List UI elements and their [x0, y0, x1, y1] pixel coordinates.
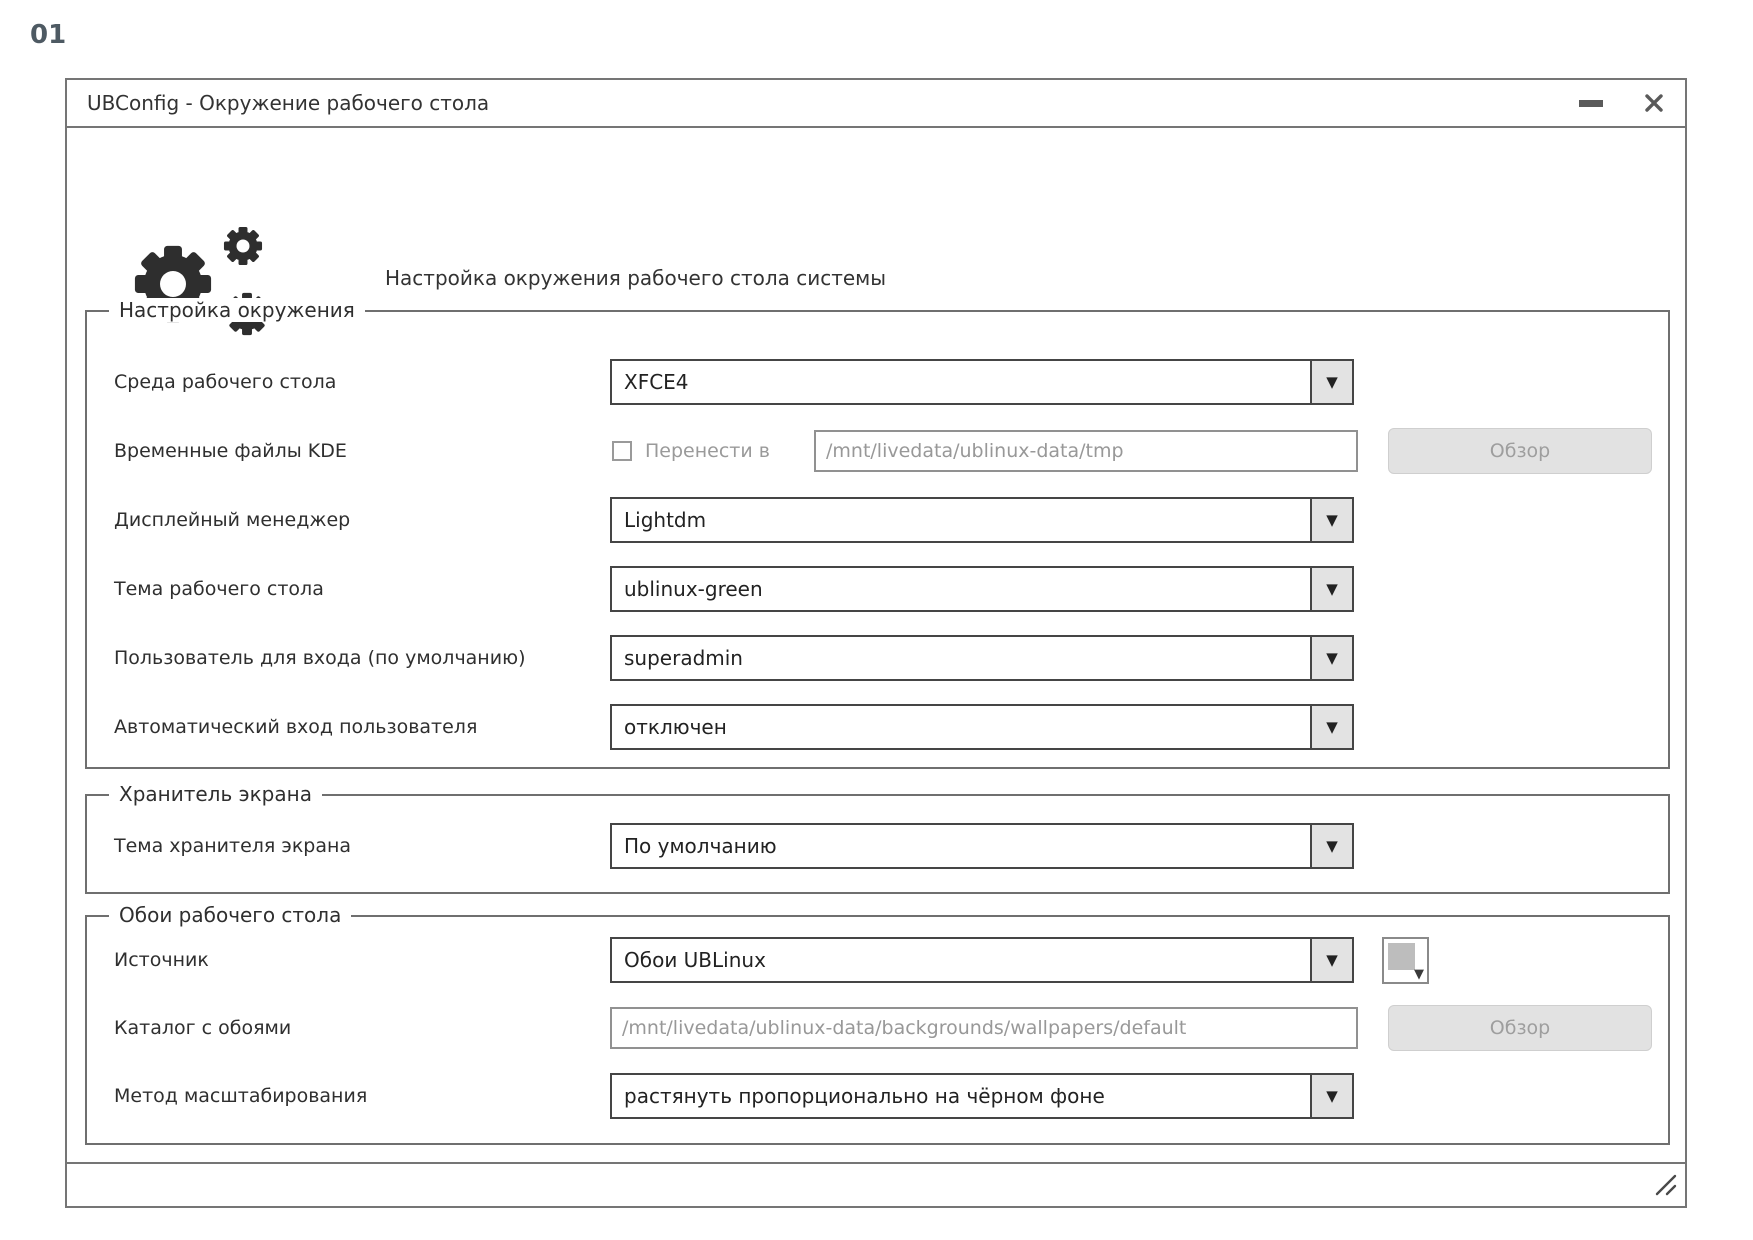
- color-swatch-picker-button[interactable]: [1382, 937, 1429, 984]
- auto-login-label: Автоматический вход пользователя: [114, 716, 478, 738]
- status-bar: [67, 1162, 1685, 1206]
- auto-login-select[interactable]: [610, 704, 1354, 750]
- ubconfig-window: [65, 78, 1687, 1208]
- window-title: UBConfig - Окружение рабочего стола: [87, 91, 490, 115]
- scaling-method-select[interactable]: [610, 1073, 1354, 1119]
- wallpaper-directory-input[interactable]: [610, 1007, 1358, 1049]
- screensaver-theme-value: По умолчанию: [624, 834, 777, 858]
- desktop-environment-label: Среда рабочего стола: [114, 371, 337, 393]
- chevron-down-icon[interactable]: ▼: [1310, 499, 1352, 541]
- group-wallpaper-legend: Обои рабочего стола: [109, 903, 351, 927]
- row-scaling-method: [67, 1073, 1685, 1119]
- figure-label: 01: [30, 20, 67, 50]
- wallpaper-source-select[interactable]: [610, 937, 1354, 983]
- minimize-icon[interactable]: [1579, 100, 1603, 107]
- desktop-environment-select[interactable]: [610, 359, 1354, 405]
- group-environment-legend: Настройка окружения: [109, 298, 365, 322]
- row-screensaver-theme: [67, 823, 1685, 869]
- login-user-label: Пользователь для входа (по умолчанию): [114, 647, 526, 669]
- move-to-checkbox[interactable]: [612, 441, 632, 461]
- row-wallpaper-source: [67, 937, 1685, 983]
- login-user-select[interactable]: [610, 635, 1354, 681]
- chevron-down-icon[interactable]: ▼: [1310, 939, 1352, 981]
- chevron-down-icon[interactable]: ▼: [1310, 568, 1352, 610]
- wallpaper-source-label: Источник: [114, 949, 209, 971]
- close-icon[interactable]: [1643, 92, 1665, 114]
- kde-temp-files-label: Временные файлы KDE: [114, 440, 347, 462]
- chevron-down-icon[interactable]: ▼: [1310, 637, 1352, 679]
- screensaver-theme-select[interactable]: [610, 823, 1354, 869]
- row-auto-login: [67, 704, 1685, 750]
- resize-grip-icon[interactable]: [1651, 1170, 1677, 1200]
- row-desktop-theme: [67, 566, 1685, 612]
- screensaver-theme-label: Тема хранителя экрана: [114, 835, 352, 857]
- row-desktop-environment: [67, 359, 1685, 405]
- row-wallpaper-directory: [67, 1005, 1685, 1051]
- chevron-down-icon[interactable]: ▼: [1310, 706, 1352, 748]
- chevron-down-icon[interactable]: ▼: [1310, 1075, 1352, 1117]
- chevron-down-icon: ▼: [1414, 967, 1424, 982]
- desktop-environment-value: XFCE4: [624, 370, 689, 394]
- chevron-down-icon[interactable]: ▼: [1310, 361, 1352, 403]
- display-manager-label: Дисплейный менеджер: [114, 509, 351, 531]
- titlebar: [67, 80, 1685, 128]
- wallpaper-source-value: Обои UBLinux: [624, 948, 766, 972]
- wallpaper-directory-label: Каталог с обоями: [114, 1017, 292, 1039]
- chevron-down-icon[interactable]: ▼: [1310, 825, 1352, 867]
- desktop-theme-select[interactable]: [610, 566, 1354, 612]
- row-kde-temp-files: [67, 428, 1685, 474]
- move-to-checkbox-label: Перенести в: [645, 440, 770, 462]
- display-manager-select[interactable]: [610, 497, 1354, 543]
- desktop-theme-value: ublinux-green: [624, 577, 763, 601]
- row-login-user: [67, 635, 1685, 681]
- display-manager-value: Lightdm: [624, 508, 707, 532]
- login-user-value: superadmin: [624, 646, 743, 670]
- scaling-method-label: Метод масштабирования: [114, 1085, 368, 1107]
- group-screensaver-legend: Хранитель экрана: [109, 782, 322, 806]
- scaling-method-value: растянуть пропорционально на чёрном фоне: [624, 1084, 1105, 1108]
- wallpaper-browse-button[interactable]: Обзор: [1388, 1005, 1652, 1051]
- kde-temp-path-input[interactable]: [814, 430, 1358, 472]
- auto-login-value: отключен: [624, 715, 727, 739]
- row-display-manager: [67, 497, 1685, 543]
- desktop-theme-label: Тема рабочего стола: [114, 578, 324, 600]
- kde-temp-browse-button[interactable]: Обзор: [1388, 428, 1652, 474]
- color-swatch: [1388, 943, 1415, 970]
- header-description: Настройка окружения рабочего стола системы: [385, 266, 887, 290]
